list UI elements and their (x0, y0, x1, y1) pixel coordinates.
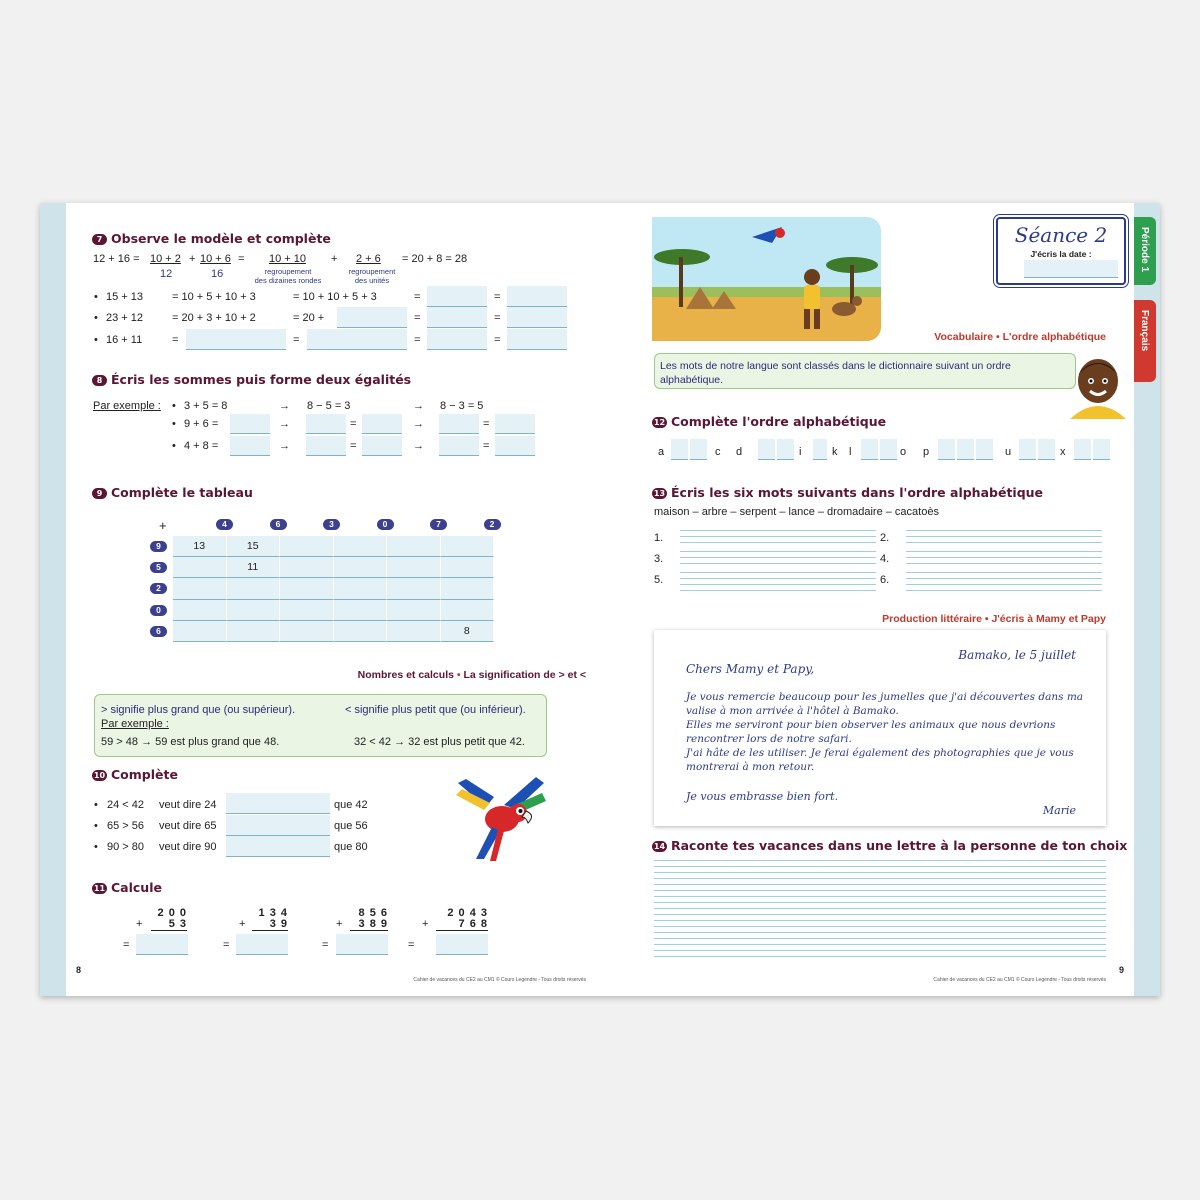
info-box: > signifie plus grand que (ou supérieur). < signifie plus petit que (ou inférieur). Par exemple : 59 > 48 → 59 est plus grand que 48. 32 < 42 → 32 est plus petit que 42. (94, 694, 547, 757)
answer-box[interactable] (495, 436, 535, 456)
exercise-9-title: 9 Complète le tableau (92, 485, 253, 500)
table-plus-sign: + (159, 518, 167, 533)
model-note-tens: regroupement des dizaines rondes (254, 267, 322, 285)
letter-body: Je vous remercie beaucoup pour les jumelles que j'ai découvertes dans ma valise à mon arrivée à l'hôtel à Bamako. Elles me serviront pour bien observer les animaux que nous devrions rencontrer lors de notre safari. J'ai hâte de les utiliser. Je ferai également des photographies que je vous montrerai à mon retour. (686, 691, 1084, 773)
letter-box[interactable] (671, 439, 688, 460)
row-header: 9 (150, 541, 167, 552)
table-cell[interactable] (227, 600, 281, 621)
table-cell[interactable] (280, 600, 334, 621)
writing-area[interactable] (654, 855, 1106, 961)
letter-box[interactable] (957, 439, 974, 460)
answer-box[interactable] (436, 934, 488, 955)
letter-box[interactable] (1019, 439, 1036, 460)
letter-box[interactable] (1093, 439, 1110, 460)
safari-illustration (652, 217, 881, 341)
letter-box[interactable] (938, 439, 955, 460)
page-number: 8 (76, 965, 82, 975)
row-header: 0 (150, 605, 167, 616)
alphabet-letter: x (1060, 446, 1066, 458)
row-header: 6 (150, 626, 167, 637)
table-cell[interactable] (441, 578, 495, 599)
answer-box[interactable] (507, 329, 567, 350)
table-cell[interactable] (227, 578, 281, 599)
table-cell[interactable] (334, 557, 388, 578)
exercise-14-title: 14 Raconte tes vacances dans une lettre à la personne de ton choix (653, 838, 1128, 853)
letter-place-date: Bamako, le 5 juillet (958, 648, 1076, 662)
table-cell[interactable] (387, 536, 441, 557)
model-note-units: regroupement des unités (348, 267, 396, 285)
alphabet-letter: p (923, 446, 930, 458)
writing-line[interactable] (680, 567, 876, 591)
letter-box[interactable] (777, 439, 794, 460)
table-cell[interactable] (334, 536, 388, 557)
info-text: Les mots de notre langue sont classés dans le dictionnaire suivant un ordre alphabétique. (660, 360, 1011, 386)
letter-box[interactable] (758, 439, 775, 460)
table-cell[interactable] (441, 536, 495, 557)
table-cell[interactable] (387, 578, 441, 599)
answer-box[interactable] (439, 436, 479, 456)
column-header: 7 (430, 519, 447, 530)
table-cell[interactable] (280, 557, 334, 578)
alphabet-letter: a (658, 446, 665, 458)
exercise-12-title: 12 Complète l'ordre alphabétique (653, 414, 887, 429)
answer-box[interactable] (439, 414, 479, 434)
answer-box[interactable] (507, 307, 567, 328)
right-page: Séance 2 J'écris la date : Vocabulaire • L'ordre alphabétique Les mots de notre langue sont classés dans le dictionnaire suivant un ordre alphabétique. 12 Complète l'ordre alphabétique a c d i k l o p u x 13 Écris les six mots suivants dans l'ordre alphabétique maison – arbre – serpent – lance – dromadaire – cacatoès 1. 2. 3. 4. 5. 6. Production littéraire • J'écris à Mamy et Papy Bamako, le 5 juillet Chers Mamy et Papy, Je vous remercie beaucoup pour les jumelles que j'ai découvertes dans ma valise à mon arrivée à l'hôtel à Bamako. Elles me serviront pour bien observer les animaux que nous devrions rencontrer lors de notre safari. J'ai hâte de les utiliser. Je ferai également des photographies que je vous montrerai à mon retour. Je vous embrasse bien fort. Marie 14 Raconte tes vacances dans une lettre à la personne de ton choix 9 Cahier de vacances du CE2 au CM1 © Cours Legendre - Tous droits réservés (626, 203, 1134, 996)
answer-box[interactable] (226, 793, 330, 814)
parrot-illustration (456, 775, 551, 863)
letter-box[interactable] (690, 439, 707, 460)
table-cell[interactable] (334, 600, 388, 621)
exercise-11-title: 11 Calcule (93, 880, 162, 895)
model-lhs: 12 + 16 = (93, 253, 140, 265)
date-input[interactable] (1024, 260, 1118, 278)
alphabet-letter: d (736, 446, 743, 458)
model-group-1: 10 + 2 (150, 253, 181, 265)
info-gt: > signifie plus grand que (ou supérieur). (101, 704, 296, 716)
info-example-gt: 59 > 48 → 59 est plus grand que 48. (101, 736, 280, 748)
letter-box[interactable] (1074, 439, 1091, 460)
answer-box[interactable] (226, 836, 330, 857)
date-label: J'écris la date : (1030, 249, 1092, 259)
table-cell[interactable] (441, 600, 495, 621)
answer-box[interactable] (336, 934, 388, 955)
answer-box[interactable] (230, 414, 270, 434)
answer-box[interactable] (427, 286, 487, 307)
table-cell[interactable] (173, 557, 227, 578)
left-page: 7 Observe le modèle et complète 12 + 16 = 10 + 2 + 10 + 6 = 10 + 10 + 2 + 6 = 20 + 8 = 28 12 16 regroupement des dizaines rondes regroupement des unités • 15 + 13 = 10 + 5 + 10 + 3 = 10 + 10 + 5 + 3 = = • 23 + 12 = 20 + 3 + 10 + 2 = 20 + = = • 16 + 11 = = = = 8 Écris les sommes puis forme deux égalités Par exemple : • 3 + 5 = 8 → 8 − 5 = 3 → 8 − 3 = 5 • 9 + 6 = → = → = • 4 + 8 = → = → = 9 Complète le tableau + 4 6 3 0 7 2 9 13 15 5 11 2 0 6 8 Nombres et calculs • La signification de > et < > signifie plus grand que (ou supérieur). < signifie plus petit que (ou inférieur). Par exemple : 59 > 48 → 59 est plus grand que 48. 32 < 42 → 32 est plus petit que 42. 10 Complète • 24 < 42 veut dire 24 que 42 • 65 > 56 veut dire 65 que 56 • 90 > 80 veut dire 90 que 80 11 Calcule 2 0 0 + 5 3 = 1 3 4 + 3 9 = 8 5 6 + 3 8 9 = 2 0 4 3 + 7 6 8 = 8 Cahier de vacances du CE2 au CM1 © Cours Legendre - Tous droits réservés (66, 203, 626, 996)
model-group-2: 10 + 6 (200, 253, 231, 265)
info-example-lt: 32 < 42 → 32 est plus petit que 42. (354, 736, 525, 748)
table-cell[interactable] (387, 600, 441, 621)
exercise-10-title: 10 Complète (93, 767, 178, 782)
answer-box[interactable] (236, 934, 288, 955)
section-header: Nombres et calculs • La signification de > et < (357, 669, 586, 681)
answer-box[interactable] (427, 307, 487, 328)
alphabet-letter: l (849, 446, 852, 458)
table-cell[interactable] (173, 600, 227, 621)
letter-closing: Je vous embrasse bien fort. (686, 790, 839, 803)
column-header: 2 (484, 519, 501, 530)
answer-box[interactable] (186, 329, 286, 350)
table-cell[interactable] (387, 557, 441, 578)
footer-copyright: Cahier de vacances du CE2 au CM1 © Cours Legendre - Tous droits réservés (413, 977, 586, 983)
answer-box[interactable] (495, 414, 535, 434)
table-cell[interactable] (441, 557, 495, 578)
answer-box[interactable] (337, 307, 407, 328)
answer-box[interactable] (306, 414, 346, 434)
letter-box[interactable] (813, 439, 827, 460)
example-label: Par exemple : (93, 400, 161, 412)
answer-box[interactable] (226, 815, 330, 836)
letter-greeting: Chers Mamy et Papy, (686, 662, 815, 676)
table-cell[interactable]: 15 (227, 536, 281, 557)
table-cell[interactable] (173, 578, 227, 599)
table-cell[interactable]: 8 (441, 621, 495, 642)
alphabet-letter: u (1005, 446, 1012, 458)
answer-box[interactable] (427, 329, 487, 350)
exercise-8-title: 8 Écris les sommes puis forme deux égalités (92, 372, 411, 387)
letter-box[interactable] (1038, 439, 1055, 460)
column-header: 0 (377, 519, 394, 530)
column-header: 4 (216, 519, 233, 530)
alphabet-letter: i (799, 446, 802, 458)
alphabet-letter: o (900, 446, 907, 458)
column-header: 6 (270, 519, 287, 530)
row-header: 5 (150, 562, 167, 573)
answer-box[interactable] (362, 436, 402, 456)
book-spread (40, 203, 1160, 996)
table-cell[interactable] (334, 621, 388, 642)
boy-avatar (1066, 353, 1130, 419)
letter-box[interactable] (976, 439, 993, 460)
tab-francais[interactable]: Français (1134, 300, 1156, 382)
table-cell[interactable] (280, 536, 334, 557)
table-cell[interactable] (280, 578, 334, 599)
exercise-13-title: 13 Écris les six mots suivants dans l'ordre alphabétique (653, 485, 1044, 500)
exercise-7-title: 7 Observe le modèle et complète (92, 231, 331, 246)
answer-box[interactable] (136, 934, 188, 955)
writing-line[interactable] (906, 567, 1102, 591)
answer-box[interactable] (307, 329, 407, 350)
table-cell[interactable] (334, 578, 388, 599)
section-header: Production littéraire • J'écris à Mamy et Papy (882, 613, 1106, 625)
info-box (654, 353, 1076, 389)
seance-title: Séance 2 (1014, 223, 1108, 247)
answer-box[interactable] (362, 414, 402, 434)
letter-box[interactable] (880, 439, 897, 460)
table-cell[interactable]: 13 (173, 536, 227, 557)
table-cell[interactable]: 11 (227, 557, 281, 578)
section-header: Vocabulaire • L'ordre alphabétique (934, 331, 1106, 343)
alphabet-letter: k (832, 446, 838, 458)
letter-box[interactable] (861, 439, 878, 460)
tab-periode-1[interactable]: Période 1 (1134, 217, 1156, 285)
seance-box (996, 217, 1126, 285)
row-header: 2 (150, 583, 167, 594)
answer-box[interactable] (306, 436, 346, 456)
model-group-4: 2 + 6 (356, 253, 381, 265)
page-number: 9 (1118, 965, 1124, 975)
table-cell[interactable] (387, 621, 441, 642)
alphabet-letter: c (715, 446, 721, 458)
table-cell[interactable] (173, 621, 227, 642)
model-group-3: 10 + 10 (269, 253, 307, 265)
word-list: maison – arbre – serpent – lance – dromadaire – cacatoès (654, 506, 939, 518)
letter-card (654, 630, 1106, 826)
answer-box[interactable] (507, 286, 567, 307)
footer-copyright: Cahier de vacances du CE2 au CM1 © Cours Legendre - Tous droits réservés (933, 977, 1106, 983)
model-result: = 20 + 8 = 28 (402, 253, 468, 265)
letter-signature: Marie (1042, 804, 1076, 817)
table-cell[interactable] (227, 621, 281, 642)
table-cell[interactable] (280, 621, 334, 642)
answer-box[interactable] (230, 436, 270, 456)
info-lt: < signifie plus petit que (ou inférieur). (345, 704, 526, 716)
column-header: 3 (323, 519, 340, 530)
